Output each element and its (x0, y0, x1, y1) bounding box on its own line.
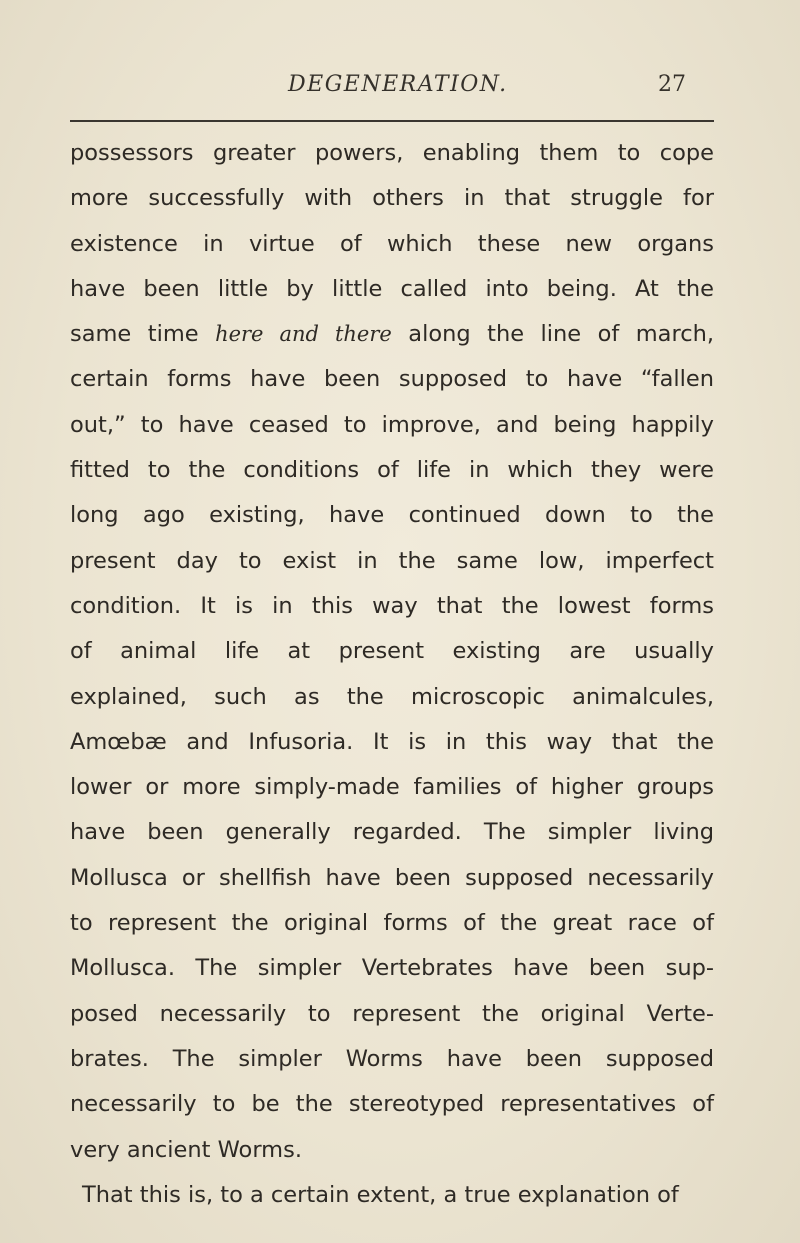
text-line: to represent the original forms of the great race of (70, 910, 714, 937)
text-line: posed necessarily to represent the original Verte- (70, 1000, 714, 1027)
text-line: fitted to the conditions of life in which they were (70, 457, 714, 484)
text-line (70, 312, 714, 357)
text-line: out,” to have ceased to improve, and being happily (70, 411, 714, 438)
text-line: Amœbæ and Infusoria. It is in this way that the (70, 728, 714, 755)
text-segment: along the line of march, (391, 321, 714, 348)
text-line: Mollusca. The simpler Vertebrates have been sup- (70, 955, 714, 982)
running-title: DEGENERATION. (288, 72, 508, 97)
text-line: explained, such as the microscopic animalcules, (70, 683, 714, 710)
text-line: possessors greater powers, enabling them to cope (70, 140, 714, 166)
text-line: very ancient Worms. (70, 1136, 302, 1163)
text-line: necessarily to be the stereotyped representatives of (70, 1091, 714, 1118)
text-line: lower or more simply-made families of higher groups (70, 774, 714, 801)
text-line: have been generally regarded. The simpler living (70, 819, 714, 846)
header-rule (70, 120, 714, 122)
text-line: long ago existing, have continued down to the (70, 502, 714, 529)
text-segment: same time (70, 321, 216, 348)
body-text (70, 131, 714, 1218)
text-line: brates. The simpler Worms have been supposed (70, 1045, 714, 1072)
text-line: have been little by little called into being. At the (70, 275, 714, 302)
text-line: condition. It is in this way that the lowest forms (70, 592, 714, 619)
page-number: 27 (658, 72, 686, 97)
text-line: Mollusca or shellfish have been supposed necessarily (70, 864, 714, 891)
text-line: of animal life at present existing are usually (70, 638, 714, 665)
running-head (0, 72, 800, 106)
text-line: more successfully with others in that struggle for (70, 185, 714, 212)
text-line: certain forms have been supposed to have “fallen (70, 366, 714, 393)
text-line: present day to exist in the same low, imperfect (70, 547, 714, 574)
italic-phrase: here and there (215, 322, 392, 347)
text-line: existence in virtue of which these new organs (70, 230, 714, 257)
text-line: That this is, to a certain extent, a true explanation of (82, 1181, 679, 1208)
